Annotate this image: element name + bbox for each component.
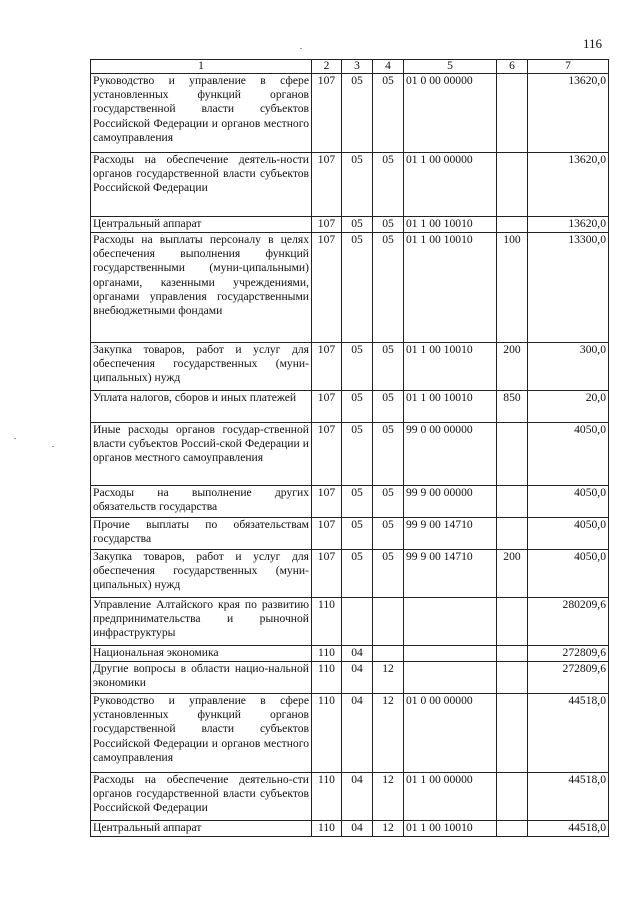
expense-type-cell bbox=[497, 773, 528, 821]
subsection-code-cell bbox=[373, 646, 404, 662]
amount-cell: 300,0 bbox=[528, 343, 609, 391]
row-name-cell: Расходы на обеспечение деятель-ности органов государственной власти субъектов Российской Федерации bbox=[91, 153, 312, 217]
scan-speck bbox=[14, 438, 16, 439]
subsection-code-cell: 12 bbox=[373, 662, 404, 694]
subsection-code-cell: 05 bbox=[373, 518, 404, 550]
table-row bbox=[91, 153, 609, 217]
row-name-cell: Руководство и управление в сфере установленных функций органов государственной власти субъектов Российской Федерации и органов местного самоуправления bbox=[91, 694, 312, 773]
target-article-cell: 99 9 00 14710 bbox=[404, 550, 497, 598]
amount-cell: 4050,0 bbox=[528, 486, 609, 518]
section-code-cell: 04 bbox=[342, 821, 373, 837]
target-article-cell bbox=[404, 662, 497, 694]
amount-cell: 13620,0 bbox=[528, 217, 609, 233]
row-name-cell: Расходы на обеспечение деятельно-сти органов государственной власти субъектов Российской Федерации bbox=[91, 773, 312, 821]
amount-cell: 4050,0 bbox=[528, 423, 609, 486]
scan-speck bbox=[300, 48, 302, 49]
target-article-cell: 01 1 00 10010 bbox=[404, 391, 497, 423]
expense-type-cell bbox=[497, 821, 528, 837]
section-code-cell: 05 bbox=[342, 74, 373, 153]
table-row bbox=[91, 646, 609, 662]
expense-type-cell: 200 bbox=[497, 343, 528, 391]
target-article-cell: 01 0 00 00000 bbox=[404, 694, 497, 773]
column-header: 2 bbox=[312, 60, 342, 74]
section-code-cell: 05 bbox=[342, 153, 373, 217]
expense-type-cell bbox=[497, 694, 528, 773]
target-article-cell: 99 9 00 14710 bbox=[404, 518, 497, 550]
amount-cell: 20,0 bbox=[528, 391, 609, 423]
subsection-code-cell: 05 bbox=[373, 233, 404, 343]
ved-code-cell: 110 bbox=[312, 646, 342, 662]
table-row bbox=[91, 391, 609, 423]
target-article-cell bbox=[404, 646, 497, 662]
subsection-code-cell: 12 bbox=[373, 694, 404, 773]
table-row bbox=[91, 423, 609, 486]
table-row bbox=[91, 662, 609, 694]
ved-code-cell: 107 bbox=[312, 343, 342, 391]
target-article-cell: 01 1 00 00000 bbox=[404, 773, 497, 821]
row-name-cell: Закупка товаров, работ и услуг для обеспечения государственных (муни-ципальных) нужд bbox=[91, 550, 312, 598]
expense-type-cell bbox=[497, 646, 528, 662]
expense-type-cell bbox=[497, 74, 528, 153]
ved-code-cell: 107 bbox=[312, 153, 342, 217]
column-header: 1 bbox=[91, 60, 312, 74]
subsection-code-cell: 12 bbox=[373, 821, 404, 837]
target-article-cell: 01 1 00 10010 bbox=[404, 233, 497, 343]
table-row bbox=[91, 598, 609, 646]
section-code-cell: 05 bbox=[342, 423, 373, 486]
section-code-cell: 04 bbox=[342, 662, 373, 694]
amount-cell: 44518,0 bbox=[528, 773, 609, 821]
expense-type-cell bbox=[497, 217, 528, 233]
table-row bbox=[91, 343, 609, 391]
row-name-cell: Центральный аппарат bbox=[91, 217, 312, 233]
column-header: 7 bbox=[528, 60, 609, 74]
table-row bbox=[91, 486, 609, 518]
table-row bbox=[91, 74, 609, 153]
target-article-cell: 01 1 00 10010 bbox=[404, 217, 497, 233]
budget-table bbox=[90, 59, 609, 837]
amount-cell: 13620,0 bbox=[528, 74, 609, 153]
row-name-cell: Руководство и управление в сфере установленных функций органов государственной власти субъектов Российской Федерации и органов местного самоуправления bbox=[91, 74, 312, 153]
column-header: 5 bbox=[404, 60, 497, 74]
header-row bbox=[91, 60, 609, 74]
target-article-cell: 99 9 00 00000 bbox=[404, 486, 497, 518]
scan-speck bbox=[52, 446, 54, 447]
row-name-cell: Иные расходы органов государ-ственной власти субъектов Россий-ской Федерации и органов местного самоуправления bbox=[91, 423, 312, 486]
expense-type-cell: 200 bbox=[497, 550, 528, 598]
expense-type-cell bbox=[497, 423, 528, 486]
subsection-code-cell: 05 bbox=[373, 74, 404, 153]
ved-code-cell: 110 bbox=[312, 773, 342, 821]
ved-code-cell: 107 bbox=[312, 217, 342, 233]
amount-cell: 44518,0 bbox=[528, 694, 609, 773]
table-row bbox=[91, 821, 609, 837]
target-article-cell: 99 0 00 00000 bbox=[404, 423, 497, 486]
table-row bbox=[91, 518, 609, 550]
ved-code-cell: 107 bbox=[312, 233, 342, 343]
section-code-cell: 05 bbox=[342, 217, 373, 233]
section-code-cell: 05 bbox=[342, 486, 373, 518]
table-row bbox=[91, 550, 609, 598]
row-name-cell: Расходы на выполнение других обязательств государства bbox=[91, 486, 312, 518]
row-name-cell: Уплата налогов, сборов и иных платежей bbox=[91, 391, 312, 423]
section-code-cell: 04 bbox=[342, 646, 373, 662]
row-name-cell: Национальная экономика bbox=[91, 646, 312, 662]
row-name-cell: Прочие выплаты по обязательствам государства bbox=[91, 518, 312, 550]
section-code-cell: 05 bbox=[342, 391, 373, 423]
row-name-cell: Расходы на выплаты персоналу в целях обеспечения выполнения функций государственными (муни-ципальными) органами, казенными учреждениями, органами управления государственными внебюджетными фондами bbox=[91, 233, 312, 343]
amount-cell: 13620,0 bbox=[528, 153, 609, 217]
section-code-cell: 04 bbox=[342, 773, 373, 821]
amount-cell: 272809,6 bbox=[528, 646, 609, 662]
subsection-code-cell: 05 bbox=[373, 217, 404, 233]
section-code-cell bbox=[342, 598, 373, 646]
subsection-code-cell bbox=[373, 598, 404, 646]
subsection-code-cell: 05 bbox=[373, 486, 404, 518]
expense-type-cell bbox=[497, 662, 528, 694]
ved-code-cell: 107 bbox=[312, 391, 342, 423]
expense-type-cell bbox=[497, 153, 528, 217]
ved-code-cell: 107 bbox=[312, 550, 342, 598]
column-header: 4 bbox=[373, 60, 404, 74]
amount-cell: 4050,0 bbox=[528, 518, 609, 550]
ved-code-cell: 107 bbox=[312, 486, 342, 518]
ved-code-cell: 107 bbox=[312, 74, 342, 153]
amount-cell: 280209,6 bbox=[528, 598, 609, 646]
column-header: 3 bbox=[342, 60, 373, 74]
section-code-cell: 04 bbox=[342, 694, 373, 773]
table-row bbox=[91, 233, 609, 343]
target-article-cell: 01 1 00 10010 bbox=[404, 821, 497, 837]
section-code-cell: 05 bbox=[342, 518, 373, 550]
expense-type-cell: 100 bbox=[497, 233, 528, 343]
page-number: 116 bbox=[583, 36, 603, 51]
row-name-cell: Другие вопросы в области нацио-нальной экономики bbox=[91, 662, 312, 694]
subsection-code-cell: 12 bbox=[373, 773, 404, 821]
subsection-code-cell: 05 bbox=[373, 343, 404, 391]
ved-code-cell: 110 bbox=[312, 662, 342, 694]
ved-code-cell: 110 bbox=[312, 821, 342, 837]
table-row bbox=[91, 694, 609, 773]
section-code-cell: 05 bbox=[342, 343, 373, 391]
expense-type-cell bbox=[497, 486, 528, 518]
subsection-code-cell: 05 bbox=[373, 153, 404, 217]
expense-type-cell bbox=[497, 518, 528, 550]
target-article-cell bbox=[404, 598, 497, 646]
table-row bbox=[91, 217, 609, 233]
subsection-code-cell: 05 bbox=[373, 550, 404, 598]
row-name-cell: Центральный аппарат bbox=[91, 821, 312, 837]
target-article-cell: 01 1 00 00000 bbox=[404, 153, 497, 217]
target-article-cell: 01 0 00 00000 bbox=[404, 74, 497, 153]
expense-type-cell: 850 bbox=[497, 391, 528, 423]
row-name-cell: Управление Алтайского края по развитию предпринимательства и рыночной инфраструктуры bbox=[91, 598, 312, 646]
subsection-code-cell: 05 bbox=[373, 423, 404, 486]
subsection-code-cell: 05 bbox=[373, 391, 404, 423]
row-name-cell: Закупка товаров, работ и услуг для обеспечения государственных (муни-ципальных) нужд bbox=[91, 343, 312, 391]
target-article-cell: 01 1 00 10010 bbox=[404, 343, 497, 391]
ved-code-cell: 107 bbox=[312, 423, 342, 486]
ved-code-cell: 110 bbox=[312, 694, 342, 773]
section-code-cell: 05 bbox=[342, 233, 373, 343]
column-header: 6 bbox=[497, 60, 528, 74]
expense-type-cell bbox=[497, 598, 528, 646]
amount-cell: 13300,0 bbox=[528, 233, 609, 343]
table-row bbox=[91, 773, 609, 821]
amount-cell: 44518,0 bbox=[528, 821, 609, 837]
ved-code-cell: 107 bbox=[312, 518, 342, 550]
amount-cell: 4050,0 bbox=[528, 550, 609, 598]
ved-code-cell: 110 bbox=[312, 598, 342, 646]
amount-cell: 272809,6 bbox=[528, 662, 609, 694]
section-code-cell: 05 bbox=[342, 550, 373, 598]
